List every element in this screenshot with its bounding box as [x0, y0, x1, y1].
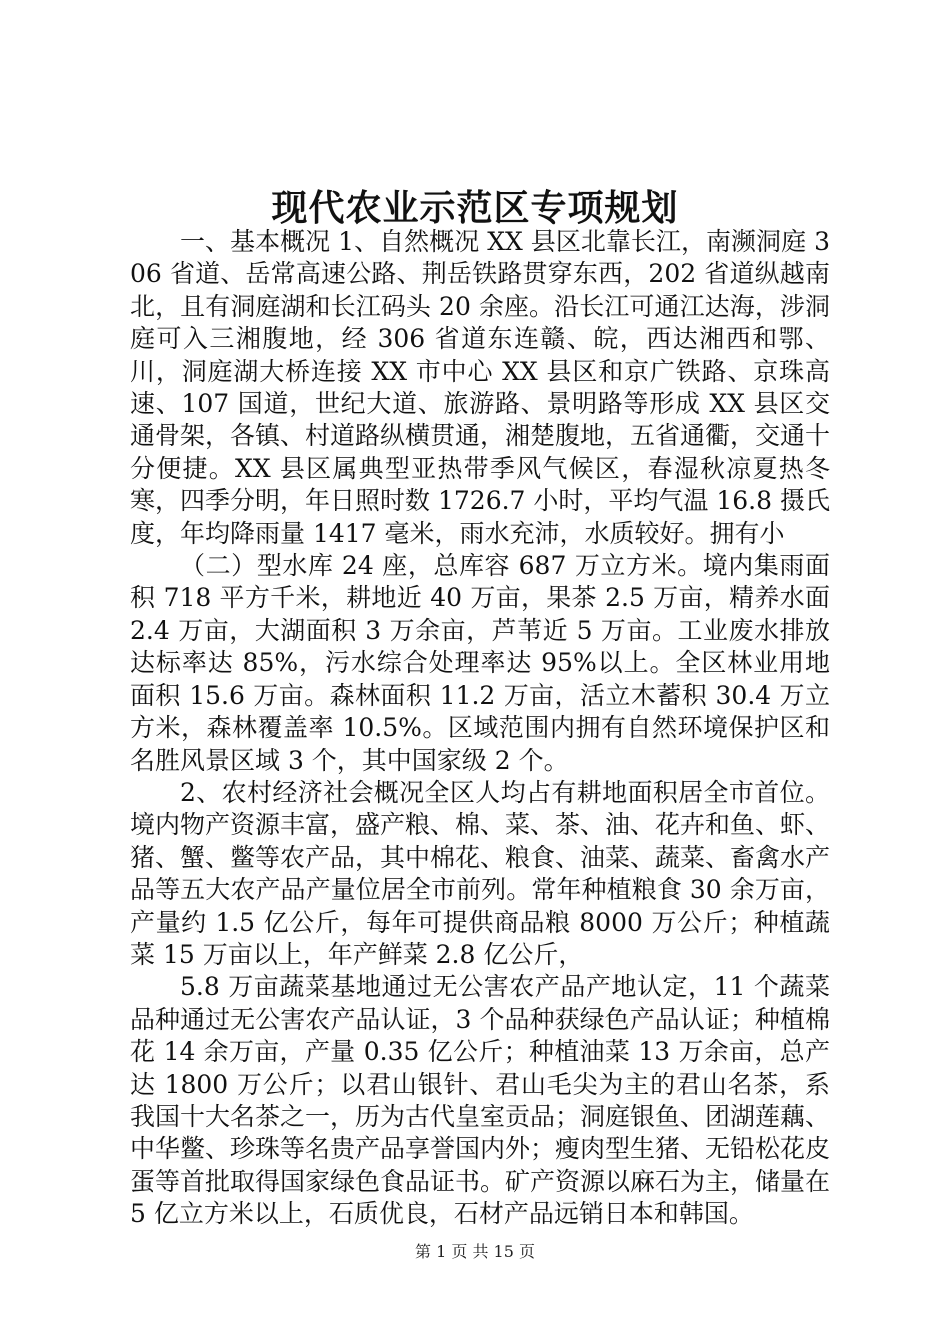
document-body	[130, 226, 830, 1231]
paragraph-reservoirs: （二）型水库 24 座，总库容 687 万立方米。境内集雨面积 718 平方千米，耕地近 40 万亩，果茶 2.5 万亩，精养水面 2.4 万亩，大湖面积 3 万余亩，芦苇近 5 万亩。工业废水排放达标率达 85%，污水综合处理率达 95%以上。全区林业用地面积 15.6 万亩。森林面积 11.2 万亩，活立木蓄积 30.4 万立方米，森林覆盖率 10.5%。区域范围内拥有自然环境保护区和名胜风景区域 3 个，其中国家级 2 个。	[130, 551, 830, 775]
document-title: 现代农业示范区专项规划	[271, 187, 679, 229]
paragraph-products: 5.8 万亩蔬菜基地通过无公害农产品产地认定，11 个蔬菜品种通过无公害农产品认证，3 个品种获绿色产品认证；种植棉花 14 余万亩，产量 0.35 亿公斤；种植油菜 13 万余亩，总产达 1800 万公斤；以君山银针、君山毛尖为主的君山名茶，系我国十大名茶之一，历为古代皇室贡品；洞庭银鱼、团湖莲藕、中华鳖、珍珠等名贵产品享誉国内外；瘦肉型生猪、无铅松花皮蛋等首批取得国家绿色食品证书。矿产资源以麻石为主，储量在 5 亿立方米以上，石质优良，石材产品远销日本和韩国。	[130, 972, 831, 1229]
page-footer: 第 1 页 共 15 页	[415, 1242, 535, 1261]
paragraph-rural-economy: 2、农村经济社会概况全区人均占有耕地面积居全市首位。境内物产资源丰富，盛产粮、棉、菜、茶、油、花卉和鱼、虾、猪、蟹、鳖等农产品，其中棉花、粮食、油菜、蔬菜、畜禽水产品等五大农产品产量位居全市前列。常年种植粮食 30 余万亩，产量约 1.5 亿公斤，每年可提供商品粮 8000 万公斤；种植蔬菜 15 万亩以上，年产鲜菜 2.8 亿公斤，	[130, 777, 831, 969]
paragraph-basic-overview: 一、基本概况 1、自然概况 XX 县区北靠长江，南濒洞庭 306 省道、岳常高速公路、荆岳铁路贯穿东西，202 省道纵越南北，且有洞庭湖和长江码头 20 余座。沿长江可通江达海，涉洞庭可入三湘腹地，经 306 省道东连赣、皖，西达湘西和鄂、川，洞庭湖大桥连接 XX 市中心 XX 县区和京广铁路、京珠高速、107 国道，世纪大道、旅游路、景明路等形成 XX 县区交通骨架，各镇、村道路纵横贯通，湘楚腹地，五省通衢，交通十分便捷。XX 县区属典型亚热带季风气候区，春湿秋凉夏热冬寒，四季分明，年日照时数 1726.7 小时，平均气温 16.8 摄氏度，年均降雨量 1417 毫米，雨水充沛，水质较好。拥有小	[130, 227, 831, 548]
